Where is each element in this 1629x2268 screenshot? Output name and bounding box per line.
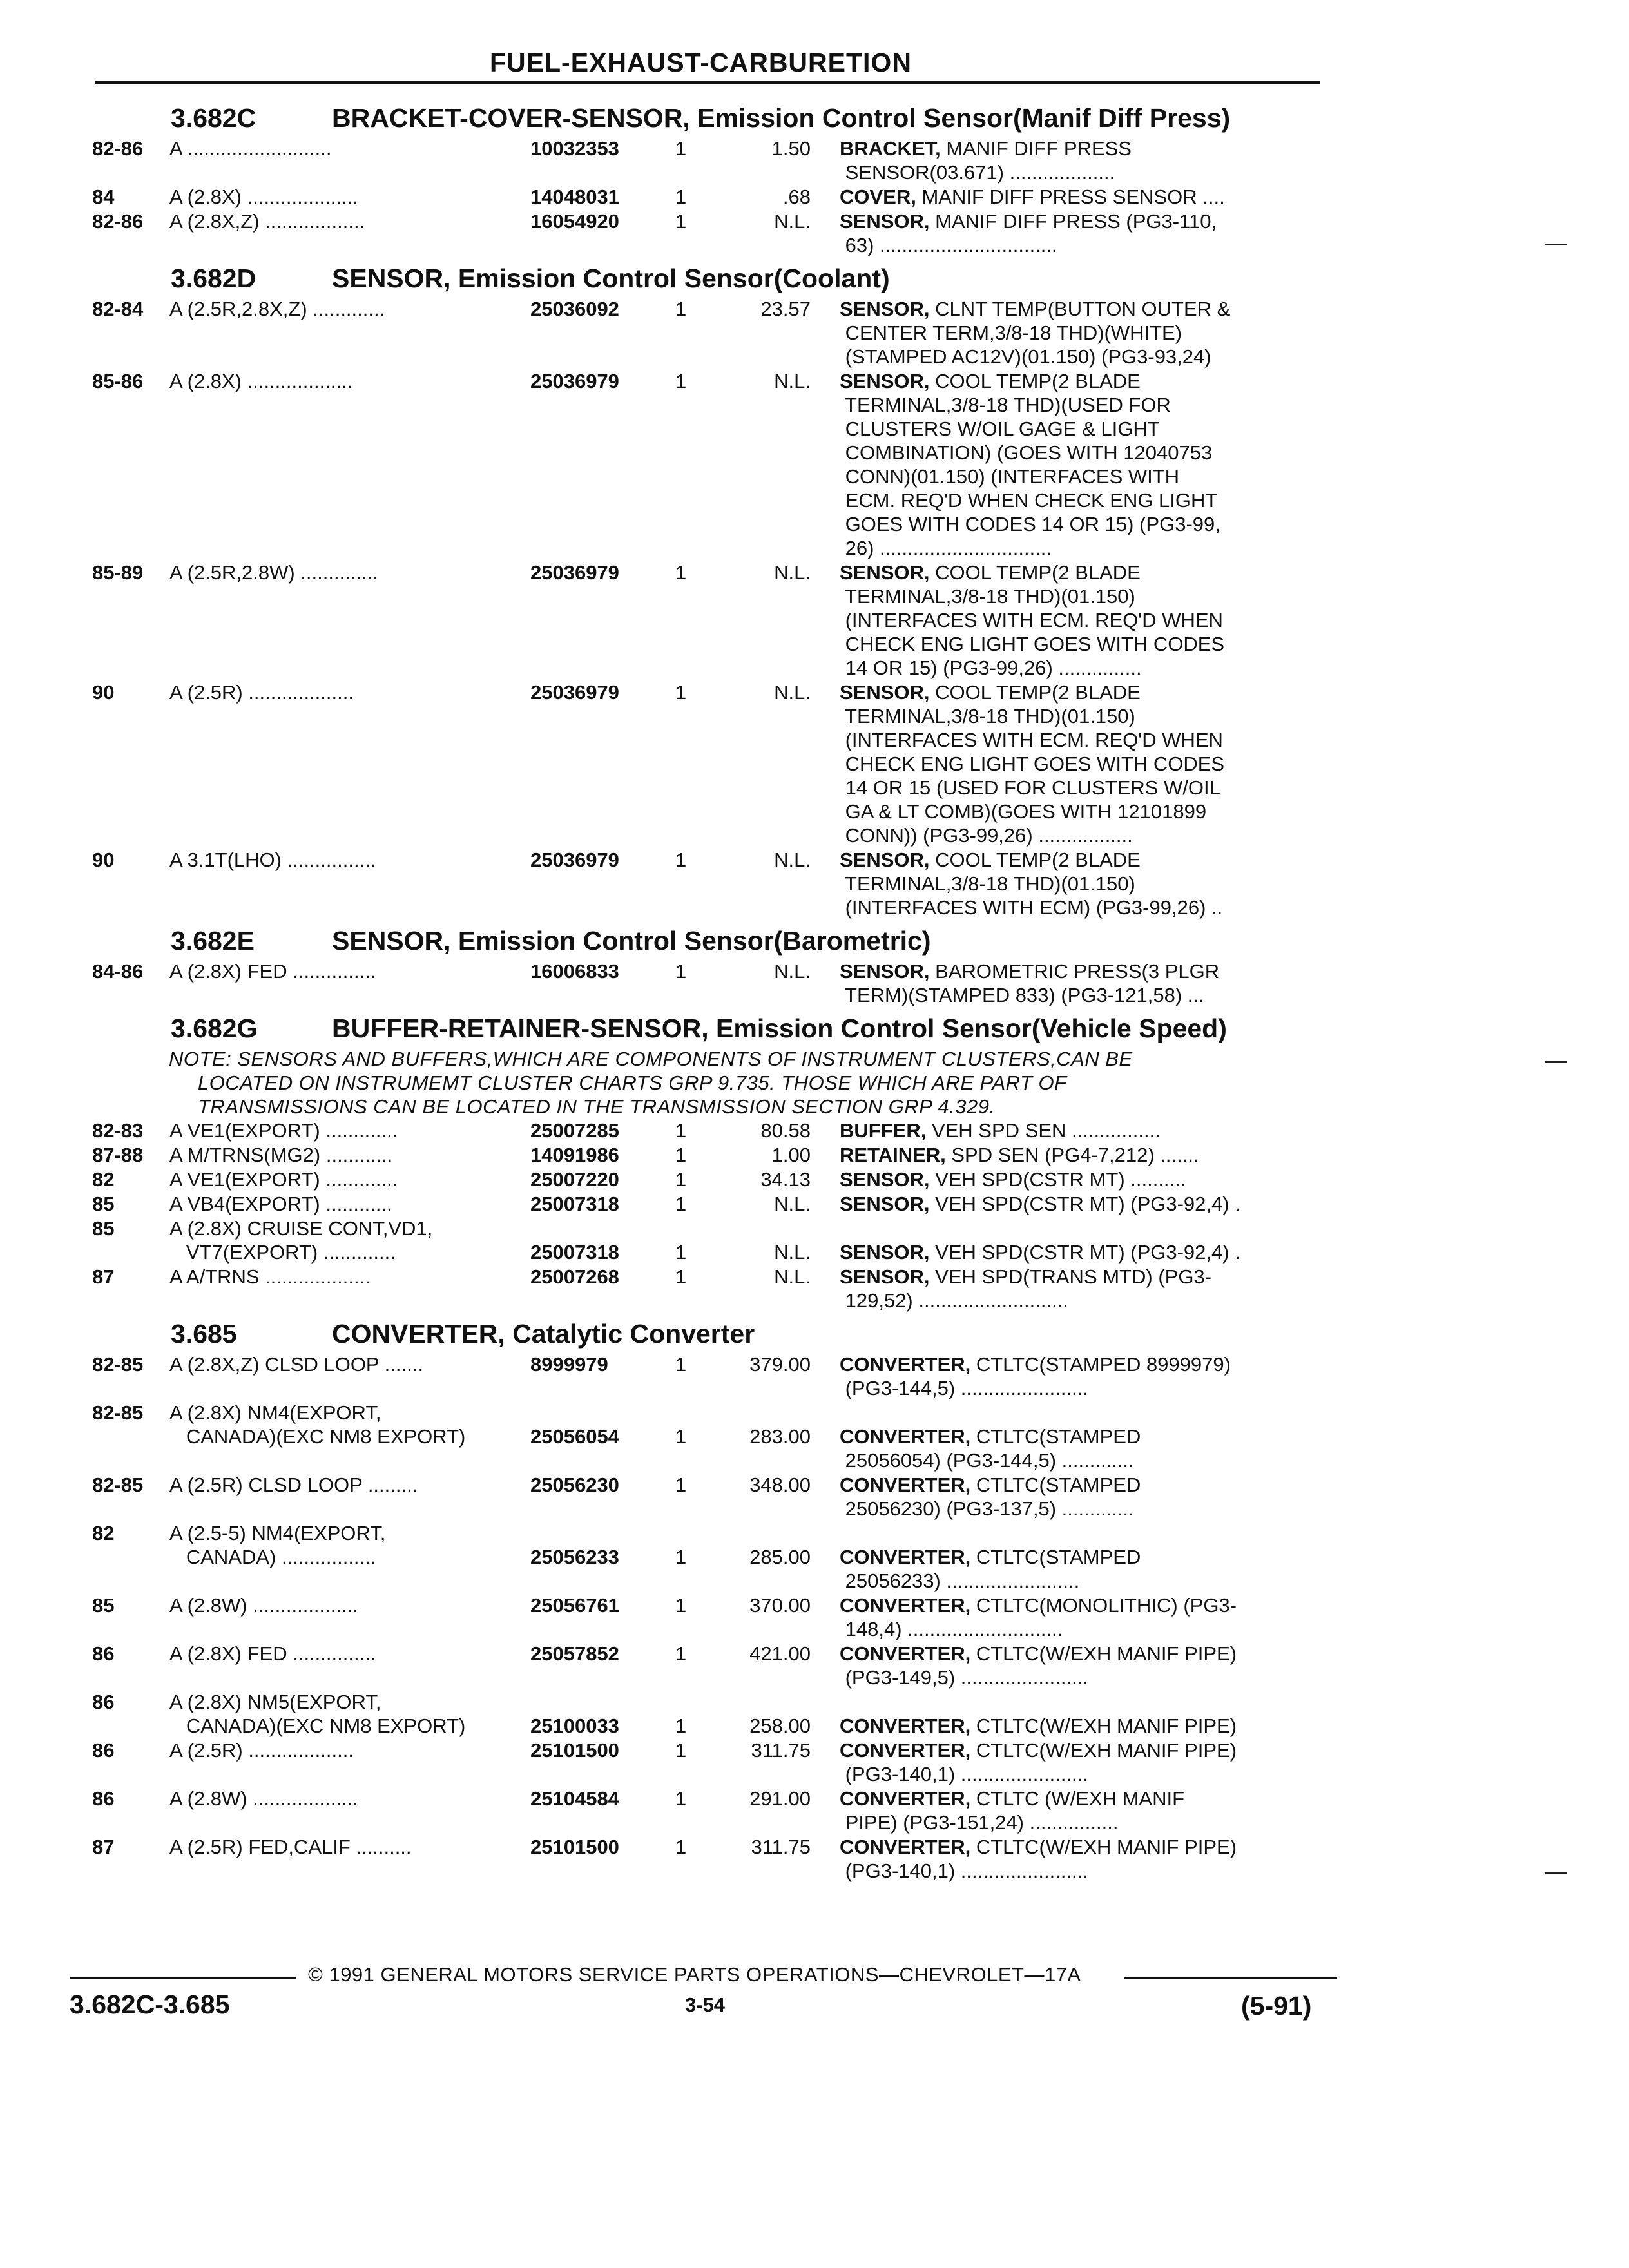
application: A (2.5R) ...................: [169, 1739, 354, 1762]
part-number: 25007318: [530, 1193, 619, 1215]
quantity: 1: [675, 298, 687, 320]
application: A (2.8X) CRUISE CONT,VD1, VT7(EXPORT) .............: [169, 1217, 433, 1264]
price: N.L.: [774, 849, 811, 871]
section-number: 3.682C: [171, 103, 256, 133]
part-row: [0, 1738, 1629, 1786]
description: [840, 848, 1310, 919]
description: [840, 959, 1310, 1007]
model-years: 84-86: [92, 960, 144, 983]
section-title: BUFFER-RETAINER-SENSOR, Emission Control Sensor(Vehicle Speed): [332, 1014, 1227, 1043]
description: [840, 1521, 1310, 1593]
part-row: [0, 680, 1629, 847]
description-text: CTLTC(STAMPED 25056230) (PG3-137,5) .............: [845, 1474, 1141, 1520]
application: A (2.8W) ...................: [169, 1594, 358, 1617]
description: [840, 1690, 1310, 1738]
model-years: 86: [92, 1642, 115, 1665]
catalog-section: [0, 260, 1629, 919]
price: 23.57: [760, 298, 811, 320]
price: N.L.: [774, 681, 811, 704]
quantity: 1: [675, 1265, 687, 1288]
part-row: [0, 137, 1629, 184]
description: [840, 209, 1310, 257]
description: [840, 1593, 1310, 1641]
note-line: TRANSMISSIONS CAN BE LOCATED IN THE TRANSMISSION SECTION GRP 4.329.: [198, 1095, 996, 1118]
catalog-section: [0, 922, 1629, 1007]
model-years: 82-86: [92, 210, 144, 233]
application: A VE1(EXPORT) .............: [169, 1168, 398, 1191]
model-years: 82: [92, 1522, 115, 1544]
description-noun: CONVERTER,: [840, 1715, 971, 1737]
model-years: 86: [92, 1787, 115, 1810]
part-number: 25104584: [530, 1787, 619, 1810]
description-noun: SENSOR,: [840, 1193, 930, 1215]
application: A (2.5R) CLSD LOOP .........: [169, 1474, 418, 1496]
section-number: 3.682E: [171, 926, 255, 956]
model-years: 87: [92, 1836, 115, 1858]
part-number: 25007285: [530, 1119, 619, 1142]
quantity: 1: [675, 1474, 687, 1496]
description-text: VEH SPD SEN ................: [926, 1119, 1161, 1142]
parts-listing: [0, 97, 1629, 1883]
footer-copyright: © 1991 GENERAL MOTORS SERVICE PARTS OPERATIONS—CHEVROLET—17A: [308, 1963, 1081, 1986]
description-text: CTLTC(STAMPED 8999979) (PG3-144,5) .......................: [845, 1353, 1231, 1399]
description-noun: CONVERTER,: [840, 1353, 971, 1376]
model-years: 85: [92, 1193, 115, 1215]
description-noun: COVER,: [840, 186, 916, 208]
part-number: 14091986: [530, 1144, 619, 1166]
quantity: 1: [675, 186, 687, 208]
section-number: 3.685: [171, 1319, 237, 1349]
application: A VE1(EXPORT) .............: [169, 1119, 398, 1142]
quantity: 1: [675, 1144, 687, 1166]
description-text: CTLTC(W/EXH MANIF PIPE) (PG3-140,1) .......................: [845, 1739, 1237, 1785]
description-text: COOL TEMP(2 BLADE TERMINAL,3/8-18 THD)(01.150) (INTERFACES WITH ECM. REQ'D WHEN CHECK ENG LIGHT GOES WITH CODES 14 OR 15) (PG3-99,26) ...............: [845, 561, 1225, 679]
description: [840, 297, 1310, 369]
part-row: [0, 185, 1629, 209]
part-row: [0, 1192, 1629, 1216]
price: 1.00: [771, 1144, 811, 1166]
description-text: MANIF DIFF PRESS (PG3-110, 63) ................................: [845, 210, 1217, 256]
part-number: 8999979: [530, 1353, 608, 1376]
application: A (2.8X) NM4(EXPORT, CANADA)(EXC NM8 EXPORT): [169, 1401, 466, 1448]
model-years: 85: [92, 1217, 115, 1240]
description: [840, 1352, 1310, 1400]
description-text: VEH SPD(TRANS MTD) (PG3- 129,52) ...........................: [845, 1265, 1211, 1312]
application: A (2.5R) FED,CALIF ..........: [169, 1836, 412, 1858]
model-years: 82-85: [92, 1474, 144, 1496]
quantity: 1: [675, 1353, 687, 1376]
description-text: CTLTC (W/EXH MANIF PIPE) (PG3-151,24) ................: [845, 1787, 1185, 1834]
application: A (2.8X,Z) ..................: [169, 210, 365, 233]
description-text: CTLTC(W/EXH MANIF PIPE) (PG3-140,1) .......................: [845, 1836, 1237, 1882]
description: [840, 1216, 1310, 1264]
footer-revision-date: (5-91): [1241, 1991, 1312, 2021]
description: [840, 1835, 1310, 1883]
part-row: [0, 1401, 1629, 1472]
margin-tick-mark: [1545, 1872, 1567, 1874]
section-title: BRACKET-COVER-SENSOR, Emission Control Sensor(Manif Diff Press): [332, 103, 1231, 133]
description-noun: CONVERTER,: [840, 1594, 971, 1617]
quantity: 1: [675, 1594, 687, 1617]
description: [840, 1401, 1310, 1472]
model-years: 84: [92, 186, 115, 208]
margin-tick-mark: [1545, 244, 1567, 245]
quantity: 1: [675, 681, 687, 704]
application: A ..........................: [169, 137, 332, 160]
price: 285.00: [749, 1546, 811, 1568]
model-years: 87-88: [92, 1144, 144, 1166]
price: .68: [782, 186, 811, 208]
description-text: CTLTC(STAMPED 25056054) (PG3-144,5) .............: [845, 1425, 1141, 1472]
part-number: 16054920: [530, 210, 619, 233]
section-title: SENSOR, Emission Control Sensor(Coolant): [332, 264, 890, 293]
part-row: [0, 959, 1629, 1007]
description-noun: SENSOR,: [840, 298, 930, 320]
price: N.L.: [774, 1193, 811, 1215]
application: A (2.8X) FED ...............: [169, 960, 376, 983]
part-row: [0, 1521, 1629, 1593]
application: A (2.8X) ....................: [169, 186, 358, 208]
quantity: 1: [675, 849, 687, 871]
section-note: [0, 1047, 1277, 1119]
part-number: 25007268: [530, 1265, 619, 1288]
catalog-section: [0, 1010, 1629, 1312]
part-number: 25036092: [530, 298, 619, 320]
price: 311.75: [751, 1739, 811, 1762]
price: 311.75: [751, 1836, 811, 1858]
description-noun: SENSOR,: [840, 1168, 930, 1191]
price: 348.00: [749, 1474, 811, 1496]
model-years: 82-84: [92, 298, 144, 320]
quantity: 1: [675, 1787, 687, 1810]
part-row: [0, 1593, 1629, 1641]
description-text: COOL TEMP(2 BLADE TERMINAL,3/8-18 THD)(01.150) (INTERFACES WITH ECM) (PG3-99,26) ..: [845, 849, 1223, 919]
part-row: [0, 848, 1629, 919]
quantity: 1: [675, 370, 687, 392]
description-text: COOL TEMP(2 BLADE TERMINAL,3/8-18 THD)(01.150) (INTERFACES WITH ECM. REQ'D WHEN CHECK ENG LIGHT GOES WITH CODES 14 OR 15 (USED FOR CLUSTERS W/OIL GA & LT COMB)(GOES WITH 12101899 CONN)) (PG3-99,26) .................: [845, 681, 1225, 847]
description: [840, 1143, 1310, 1167]
model-years: 85-86: [92, 370, 144, 392]
catalog-section: [0, 99, 1629, 257]
application: A (2.8X) NM5(EXPORT, CANADA)(EXC NM8 EXPORT): [169, 1691, 466, 1737]
part-number: 25101500: [530, 1836, 619, 1858]
application: A (2.8X) ...................: [169, 370, 353, 392]
part-number: 25036979: [530, 370, 619, 392]
description: [840, 185, 1310, 209]
description: [840, 1738, 1310, 1786]
price: 370.00: [749, 1594, 811, 1617]
part-number: 25036979: [530, 681, 619, 704]
model-years: 82: [92, 1168, 115, 1191]
part-row: [0, 1352, 1629, 1400]
section-title: SENSOR, Emission Control Sensor(Barometric): [332, 926, 931, 956]
description: [840, 1265, 1310, 1312]
description-text: CTLTC(W/EXH MANIF PIPE) (PG3-149,5) .......................: [845, 1642, 1237, 1689]
section-title: CONVERTER, Catalytic Converter: [332, 1319, 755, 1349]
description: [840, 137, 1310, 184]
description: [840, 1119, 1310, 1142]
part-row: [0, 1473, 1629, 1521]
model-years: 87: [92, 1265, 115, 1288]
application: A (2.5-5) NM4(EXPORT, CANADA) .................: [169, 1522, 386, 1568]
price: N.L.: [774, 960, 811, 983]
part-number: 25057852: [530, 1642, 619, 1665]
model-years: 85-89: [92, 561, 144, 584]
description-text: VEH SPD(CSTR MT) ..........: [929, 1168, 1186, 1191]
description-text: BAROMETRIC PRESS(3 PLGR TERM)(STAMPED 833) (PG3-121,58) ...: [845, 960, 1220, 1006]
application: A (2.8W) ...................: [169, 1787, 358, 1810]
quantity: 1: [675, 1168, 687, 1191]
description-text: MANIF DIFF PRESS SENSOR ....: [916, 186, 1225, 208]
description-noun: CONVERTER,: [840, 1642, 971, 1665]
section-heading: [0, 1010, 1629, 1047]
part-number: 25100033: [530, 1715, 619, 1737]
application: A (2.5R) ...................: [169, 681, 354, 704]
part-number: 16006833: [530, 960, 619, 983]
price: 80.58: [760, 1119, 811, 1142]
quantity: 1: [675, 1546, 687, 1568]
description: [840, 1473, 1310, 1521]
margin-tick-mark: [1545, 1061, 1567, 1063]
description-text: VEH SPD(CSTR MT) (PG3-92,4) .: [929, 1193, 1240, 1215]
part-number: 14048031: [530, 186, 619, 208]
part-number: 25007318: [530, 1241, 619, 1264]
application: A VB4(EXPORT) ............: [169, 1193, 392, 1215]
description-text: CLNT TEMP(BUTTON OUTER & CENTER TERM,3/8-18 THD)(WHITE) (STAMPED AC12V)(01.150) (PG3-93,24): [845, 298, 1231, 368]
part-row: [0, 1690, 1629, 1738]
model-years: 86: [92, 1691, 115, 1713]
description-noun: SENSOR,: [840, 681, 930, 704]
price: N.L.: [774, 1265, 811, 1288]
price: N.L.: [774, 210, 811, 233]
price: 283.00: [749, 1425, 811, 1448]
model-years: 90: [92, 849, 115, 871]
part-row: [0, 1265, 1629, 1312]
part-number: 25056233: [530, 1546, 619, 1568]
description-noun: CONVERTER,: [840, 1739, 971, 1762]
application: A M/TRNS(MG2) ............: [169, 1144, 393, 1166]
note-line: LOCATED ON INSTRUMEMT CLUSTER CHARTS GRP 9.735. THOSE WHICH ARE PART OF: [198, 1072, 1067, 1094]
description-noun: CONVERTER,: [840, 1474, 971, 1496]
application: A 3.1T(LHO) ................: [169, 849, 376, 871]
description-noun: SENSOR,: [840, 370, 930, 392]
part-row: [0, 1143, 1629, 1167]
section-heading: [0, 1315, 1629, 1352]
description: [840, 1192, 1310, 1216]
quantity: 1: [675, 1739, 687, 1762]
application: A (2.5R,2.8W) ..............: [169, 561, 378, 584]
page-header-title: FUEL-EXHAUST-CARBURETION: [490, 48, 912, 77]
model-years: 82-86: [92, 137, 144, 160]
model-years: 85: [92, 1594, 115, 1617]
quantity: 1: [675, 1836, 687, 1858]
quantity: 1: [675, 561, 687, 584]
quantity: 1: [675, 1241, 687, 1264]
header-divider: [95, 81, 1320, 84]
description-text: SPD SEN (PG4-7,212) .......: [945, 1144, 1199, 1166]
part-row: [0, 1216, 1629, 1264]
part-number: 25056230: [530, 1474, 619, 1496]
description-noun: SENSOR,: [840, 849, 930, 871]
description-noun: SENSOR,: [840, 1241, 930, 1264]
description-text: CTLTC(MONOLITHIC) (PG3- 148,4) ............................: [845, 1594, 1237, 1640]
description-noun: BRACKET,: [840, 137, 941, 160]
catalog-section: [0, 1315, 1629, 1883]
part-number: 25101500: [530, 1739, 619, 1762]
price: 1.50: [771, 137, 811, 160]
part-number: 25007220: [530, 1168, 619, 1191]
footer-divider-right: [1124, 1977, 1337, 1979]
application: A A/TRNS ...................: [169, 1265, 371, 1288]
part-number: 10032353: [530, 137, 619, 160]
part-number: 25036979: [530, 849, 619, 871]
part-row: [0, 1787, 1629, 1834]
part-row: [0, 209, 1629, 257]
footer-group-range: 3.682C-3.685: [70, 1990, 230, 2019]
description: [840, 1642, 1310, 1689]
description-noun: BUFFER,: [840, 1119, 927, 1142]
part-row: [0, 1835, 1629, 1883]
footer-divider-left: [70, 1977, 296, 1979]
price: 34.13: [760, 1168, 811, 1191]
quantity: 1: [675, 210, 687, 233]
part-row: [0, 297, 1629, 369]
footer-page-number: 3-54: [685, 1994, 726, 2016]
part-row: [0, 1642, 1629, 1689]
description: [840, 561, 1310, 680]
description-noun: CONVERTER,: [840, 1546, 971, 1568]
quantity: 1: [675, 1425, 687, 1448]
description-noun: CONVERTER,: [840, 1787, 971, 1810]
quantity: 1: [675, 960, 687, 983]
quantity: 1: [675, 1715, 687, 1737]
description: [840, 680, 1310, 847]
part-row: [0, 561, 1629, 680]
section-heading: [0, 99, 1629, 137]
quantity: 1: [675, 137, 687, 160]
application: A (2.8X,Z) CLSD LOOP .......: [169, 1353, 423, 1376]
section-heading: [0, 260, 1629, 297]
description-text: CTLTC(W/EXH MANIF PIPE): [970, 1715, 1237, 1737]
price: 258.00: [749, 1715, 811, 1737]
quantity: 1: [675, 1642, 687, 1665]
quantity: 1: [675, 1193, 687, 1215]
part-number: 25036979: [530, 561, 619, 584]
description-text: COOL TEMP(2 BLADE TERMINAL,3/8-18 THD)(USED FOR CLUSTERS W/OIL GAGE & LIGHT COMBINATION) (GOES WITH 12040753 CONN)(01.150) (INTERFACES WITH ECM. REQ'D WHEN CHECK ENG LIGHT GOES WITH CODES 14 OR 15) (PG3-99, 26) ...............................: [845, 370, 1220, 559]
description-noun: SENSOR,: [840, 210, 930, 233]
part-row: [0, 369, 1629, 560]
price: N.L.: [774, 370, 811, 392]
description-noun: SENSOR,: [840, 561, 930, 584]
application: A (2.8X) FED ...............: [169, 1642, 376, 1665]
part-row: [0, 1119, 1629, 1142]
note-line: NOTE: SENSORS AND BUFFERS,WHICH ARE COMPONENTS OF INSTRUMENT CLUSTERS,CAN BE: [169, 1048, 1133, 1070]
model-years: 90: [92, 681, 115, 704]
description-noun: RETAINER,: [840, 1144, 946, 1166]
description-noun: CONVERTER,: [840, 1836, 971, 1858]
description-text: VEH SPD(CSTR MT) (PG3-92,4) .: [929, 1241, 1240, 1264]
part-number: 25056054: [530, 1425, 619, 1448]
part-number: 25056761: [530, 1594, 619, 1617]
price: 291.00: [749, 1787, 811, 1810]
price: 421.00: [749, 1642, 811, 1665]
section-number: 3.682G: [171, 1014, 258, 1043]
price: 379.00: [749, 1353, 811, 1376]
model-years: 86: [92, 1739, 115, 1762]
model-years: 82-83: [92, 1119, 144, 1142]
price: N.L.: [774, 561, 811, 584]
application: A (2.5R,2.8X,Z) .............: [169, 298, 385, 320]
part-row: [0, 1168, 1629, 1191]
price: N.L.: [774, 1241, 811, 1264]
model-years: 82-85: [92, 1401, 144, 1424]
description-text: CTLTC(STAMPED 25056233) ........................: [845, 1546, 1141, 1592]
model-years: 82-85: [92, 1353, 144, 1376]
description: [840, 1168, 1310, 1191]
quantity: 1: [675, 1119, 687, 1142]
description-noun: CONVERTER,: [840, 1425, 971, 1448]
section-number: 3.682D: [171, 264, 256, 293]
description: [840, 369, 1310, 560]
description: [840, 1787, 1310, 1834]
description-noun: SENSOR,: [840, 960, 930, 983]
description-noun: SENSOR,: [840, 1265, 930, 1288]
section-heading: [0, 922, 1629, 959]
description-text: MANIF DIFF PRESS SENSOR(03.671) ...................: [845, 137, 1132, 184]
